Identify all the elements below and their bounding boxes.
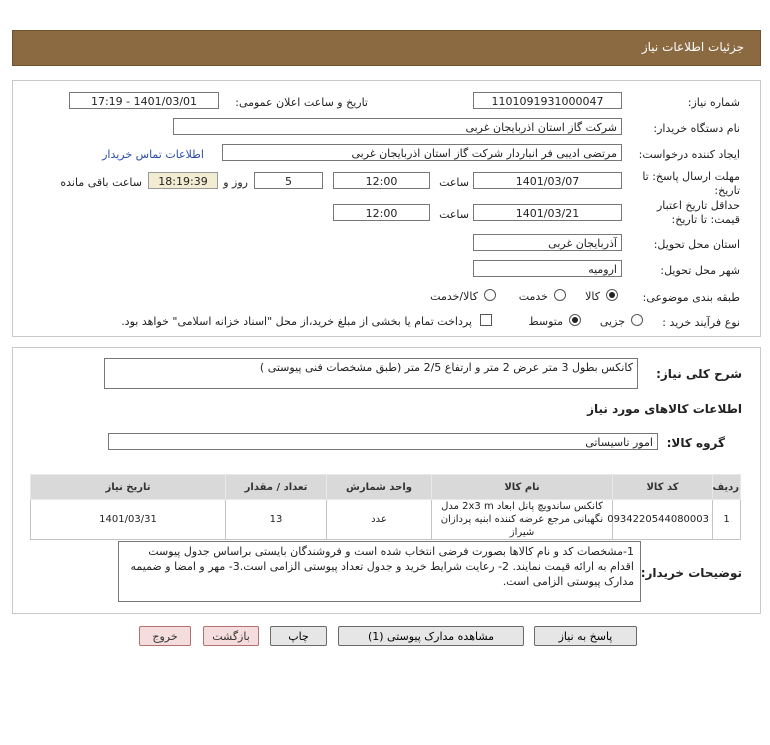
city-label: شهر محل تحویل: (660, 264, 740, 277)
category-goods-service-label: کالا/خدمت (430, 290, 478, 303)
buyer-org-label: نام دستگاه خریدار: (653, 122, 740, 135)
page-title: جزئیات اطلاعات نیاز (641, 40, 744, 54)
reply-deadline-label: مهلت ارسال پاسخ: تا تاریخ: (642, 170, 740, 197)
table-row (31, 500, 741, 540)
category-goods-radio[interactable] (606, 289, 618, 301)
contact-buyer-link[interactable]: اطلاعات تماس خریدار (102, 148, 204, 161)
remaining-time-field: 18:19:39 (148, 172, 218, 189)
process-label: نوع فرآیند خرید : (662, 316, 740, 329)
cell-qty: 13 (226, 500, 327, 540)
remaining-time-label: ساعت باقی مانده (60, 176, 142, 189)
page-header (12, 30, 761, 66)
col-code-header: کد کالا (613, 475, 713, 500)
goods-info-title: اطلاعات کالاهای مورد نیاز (587, 402, 742, 416)
reply-date-field: 1401/03/07 (473, 172, 622, 189)
province-label: استان محل تحویل: (653, 238, 740, 251)
cell-name: کانکس ساندویچ پانل ابعاد 2x3 m مدل نگهبانی مرجع عرضه کننده ابنیه پردازان شیراز (432, 500, 613, 540)
buyer-org-field: شرکت گاز استان اذربایجان غربی (173, 118, 622, 135)
need-number-label: شماره نیاز: (687, 96, 740, 109)
cell-unit: عدد (327, 500, 432, 540)
process-minor-label: جزیی (599, 315, 625, 328)
creator-label: ایجاد کننده درخواست: (638, 148, 740, 161)
category-goods-service-radio[interactable] (484, 289, 496, 301)
days-label: روز و (223, 176, 248, 189)
validity-time-field: 12:00 (333, 204, 430, 221)
validity-date-field: 1401/03/21 (473, 204, 622, 221)
summary-field: کانکس بطول 3 متر عرض 2 متر و ارتفاع 2/5 متر (طبق مشخصات فنی پیوستی ) (104, 358, 638, 389)
view-attachments-button[interactable]: مشاهده مدارک پیوستی (1) (338, 626, 524, 646)
days-field: 5 (254, 172, 323, 189)
province-field: آذربایجان غربی (473, 234, 622, 251)
cell-date: 1401/03/31 (31, 500, 226, 540)
goods-table (30, 474, 741, 540)
group-label: گروه کالا: (666, 436, 725, 450)
col-row-header: ردیف (713, 475, 741, 500)
category-goods-label: کالا (585, 290, 600, 303)
announce-label: تاریخ و ساعت اعلان عمومی: (235, 96, 368, 109)
process-medium-radio[interactable] (569, 314, 581, 326)
table-header-row (31, 475, 741, 500)
buyer-desc-field: 1-مشخصات کد و نام کالاها بصورت فرضی انتخاب شده است و فروشندگان بایستی براساس جدول پیوست اقدام به ارائه قیمت نمایند. 2- رعایت شرایط خرید و جدول تعداد پیوستی الزامی است.3- مهر و امضا و ضمیمه مدارک پیوستی الزامی است. (118, 541, 641, 602)
announce-field: 1401/03/01 - 17:19 (69, 92, 219, 109)
category-service-label: خدمت (518, 290, 548, 303)
col-unit-header: واحد شمارش (327, 475, 432, 500)
reply-button[interactable]: پاسخ به نیاز (534, 626, 637, 646)
buyer-desc-label: توضیحات خریدار: (640, 566, 742, 580)
print-button[interactable]: چاپ (270, 626, 327, 646)
validity-time-label: ساعت (439, 208, 469, 221)
summary-label: شرح کلی نیاز: (656, 367, 742, 381)
col-date-header: تاریخ نیاز (31, 475, 226, 500)
process-minor-radio[interactable] (631, 314, 643, 326)
process-medium-label: متوسط (528, 315, 563, 328)
category-service-radio[interactable] (554, 289, 566, 301)
city-field: ارومیه (473, 260, 622, 277)
validity-label: حداقل تاریخ اعتبار قیمت: تا تاریخ: (656, 199, 740, 226)
cell-row: 1 (713, 500, 741, 540)
need-number-field: 1101091931000047 (473, 92, 622, 109)
treasury-payment-note: پرداخت تمام یا بخشی از مبلغ خرید،از محل "اسناد خزانه اسلامی" خواهد بود. (121, 315, 472, 328)
back-button[interactable]: بازگشت (203, 626, 259, 646)
group-field: امور تاسیساتی (108, 433, 658, 450)
col-name-header: نام کالا (432, 475, 613, 500)
creator-field: مرتضی ادیبی فر انباردار شرکت گاز استان اذربایجان غربی (222, 144, 622, 161)
treasury-payment-checkbox[interactable] (480, 314, 492, 326)
cell-code: 0934220544080003 (613, 500, 713, 540)
reply-time-label: ساعت (439, 176, 469, 189)
col-qty-header: تعداد / مقدار (226, 475, 327, 500)
category-label: طبقه بندی موضوعی: (642, 291, 740, 304)
reply-time-field: 12:00 (333, 172, 430, 189)
exit-button[interactable]: خروج (139, 626, 191, 646)
